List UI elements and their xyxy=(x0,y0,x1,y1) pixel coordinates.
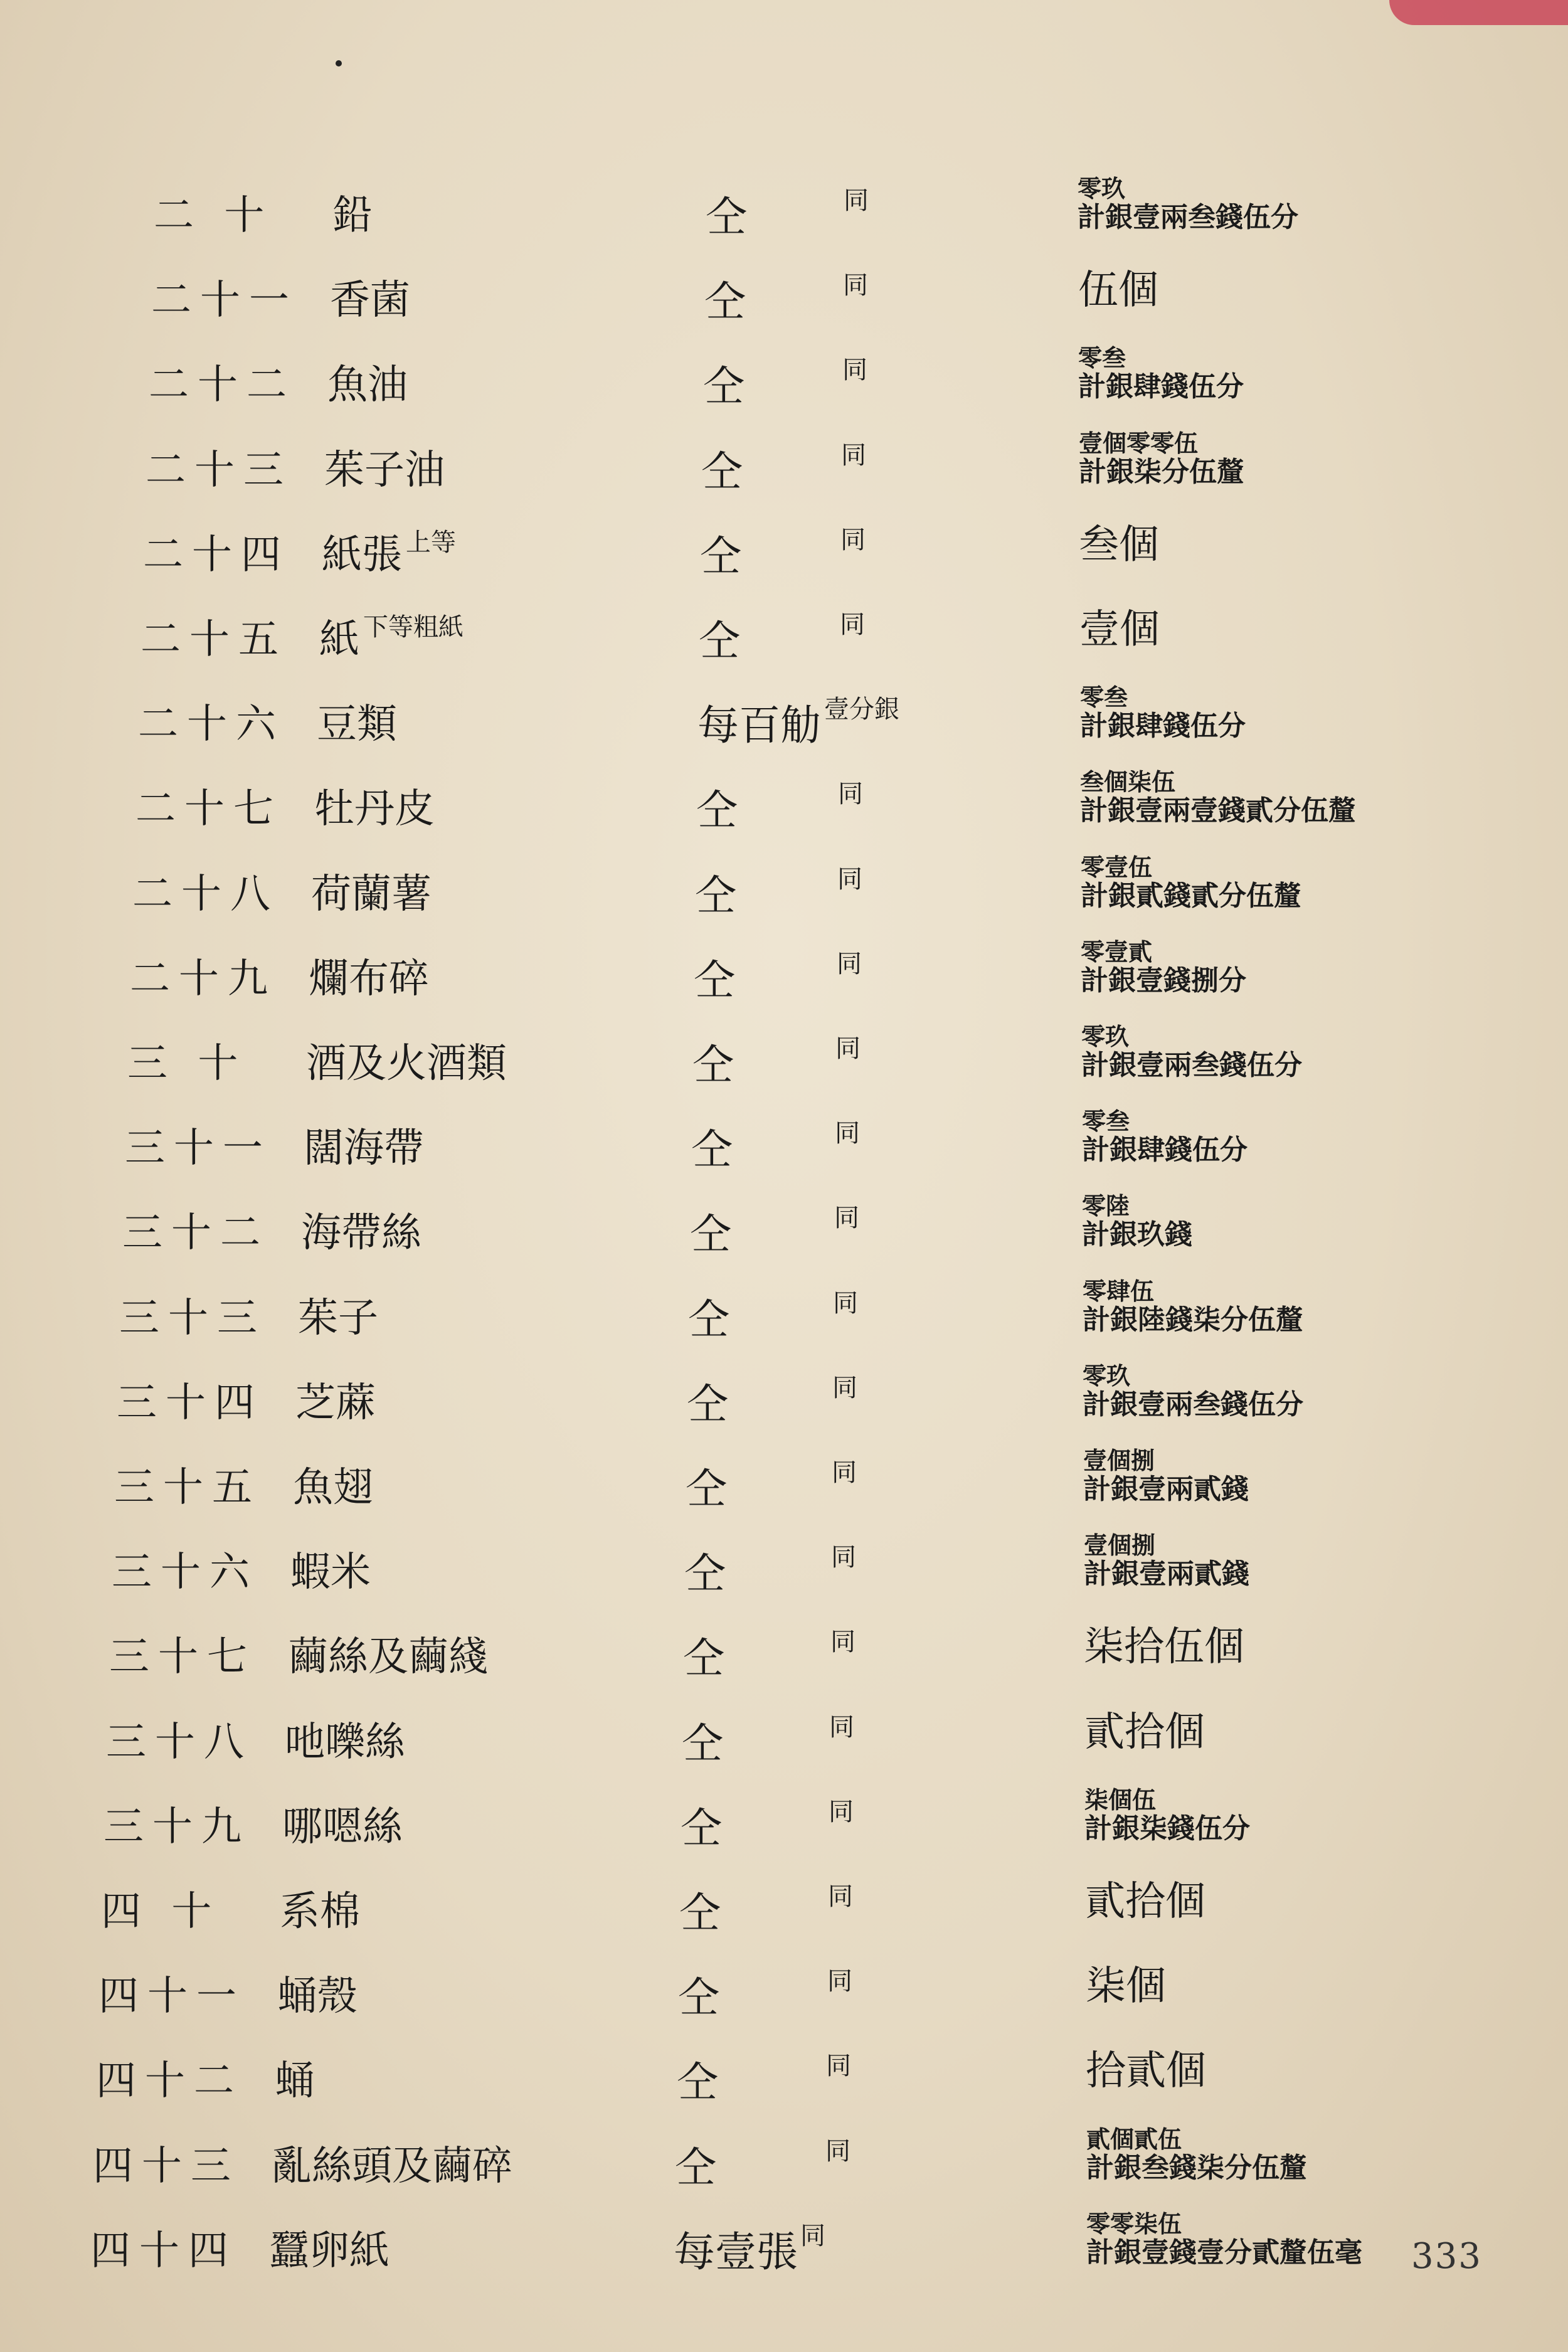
ditto-mark: 同 xyxy=(842,356,867,385)
ditto-mark: 同 xyxy=(843,271,868,300)
item-name xyxy=(319,607,464,665)
ditto-mark: 同 xyxy=(841,440,866,470)
rate-per-unit: 零零柒伍 xyxy=(1086,2209,1182,2238)
table-row xyxy=(0,345,1568,430)
unit: 仝 xyxy=(696,786,738,835)
duty-rate xyxy=(1079,515,1159,575)
unit: 仝 xyxy=(701,447,743,495)
item-name xyxy=(298,1286,378,1343)
rate-total: 計銀壹兩叁錢伍分 xyxy=(1081,1049,1302,1081)
item-name xyxy=(311,862,432,919)
item-name-text: 芝蔴 xyxy=(295,1379,376,1426)
unit: 仝 xyxy=(688,1295,729,1343)
item-name-text: 海帶絲 xyxy=(301,1210,421,1257)
rate-total: 計銀柒分伍釐 xyxy=(1079,455,1244,488)
rate-total: 計銀壹兩壹錢貳分伍釐 xyxy=(1080,795,1356,827)
table-row xyxy=(0,1532,1568,1618)
table-row xyxy=(0,854,1568,940)
table-row xyxy=(0,1872,1568,1957)
unit: 仝 xyxy=(687,1379,728,1428)
duty-rate xyxy=(1080,684,1246,742)
item-name-text: 紙 xyxy=(319,617,359,663)
item-name xyxy=(275,2048,315,2106)
ditto-mark: 同 xyxy=(838,780,863,809)
item-name-text: 闊海帶 xyxy=(304,1125,424,1172)
item-name-text: 系棉 xyxy=(280,1888,360,1935)
duty-rate xyxy=(1081,939,1246,997)
row-number: 三十四 xyxy=(117,1379,263,1426)
duty-rate xyxy=(1078,260,1158,320)
duty-rate xyxy=(1084,1617,1244,1677)
unit: 仝 xyxy=(677,2058,718,2107)
ditto-mark: 同 xyxy=(829,1712,854,1742)
rate-per-unit: 壹個捌 xyxy=(1083,1446,1155,1475)
row-number: 三十三 xyxy=(119,1295,266,1342)
rate-per-unit: 零壹貳 xyxy=(1081,937,1153,966)
ditto-mark: 同 xyxy=(830,1628,856,1657)
duty-rate xyxy=(1081,1024,1302,1081)
unit: 仝 xyxy=(681,1803,722,1852)
table-row xyxy=(0,939,1568,1024)
ditto-mark: 同 xyxy=(840,610,865,639)
row-number: 三十五 xyxy=(114,1465,261,1511)
item-name-text: 豆類 xyxy=(317,701,397,748)
rate-total: 計銀貳錢貳分伍釐 xyxy=(1081,879,1301,912)
rate-per-unit: 零叁 xyxy=(1082,1107,1130,1136)
item-note: 上等 xyxy=(406,527,456,557)
item-name xyxy=(288,1624,489,1682)
rate-per-unit: 零玖 xyxy=(1083,1361,1131,1390)
item-name xyxy=(301,1200,421,1258)
rate-per-unit: 零叁 xyxy=(1078,344,1126,373)
table-row xyxy=(0,515,1568,600)
table-row xyxy=(0,1278,1568,1364)
unit: 仝 xyxy=(694,955,735,1004)
duty-rate xyxy=(1086,2126,1307,2184)
unit: 仝 xyxy=(686,1465,727,1513)
item-name xyxy=(290,1540,371,1597)
item-name xyxy=(285,1710,405,1767)
ditto-mark: 同 xyxy=(835,1119,860,1148)
table-row xyxy=(0,1702,1568,1788)
rate-per-unit: 叁個柒伍 xyxy=(1080,768,1176,797)
table-row xyxy=(0,1363,1568,1448)
rate-per-unit: 貳個貳伍 xyxy=(1086,2124,1182,2153)
unit: 仝 xyxy=(699,617,740,665)
item-name-text: 吔嚛絲 xyxy=(285,1719,405,1766)
row-number: 二十四 xyxy=(143,531,290,578)
item-name xyxy=(327,352,408,410)
row-number: 三十二 xyxy=(122,1210,269,1257)
rate-total: 計銀陸錢柒分伍釐 xyxy=(1083,1303,1303,1336)
duty-rate xyxy=(1081,854,1301,912)
rate-per-unit: 零叁 xyxy=(1080,683,1128,712)
item-name xyxy=(280,1879,360,1937)
item-name-text: 茱子 xyxy=(298,1295,378,1342)
ditto-mark: 同 xyxy=(833,1288,858,1318)
rate-per-unit: 零肆伍 xyxy=(1083,1276,1155,1305)
unit: 仝 xyxy=(700,531,741,580)
row-number: 二 十 xyxy=(154,193,273,239)
row-number: 二十二 xyxy=(149,362,295,409)
ditto-mark: 同 xyxy=(835,1034,861,1063)
rate-per-unit: 零陸 xyxy=(1082,1192,1130,1221)
duty-rate xyxy=(1086,2041,1206,2101)
ditto-mark: 同 xyxy=(829,1797,854,1826)
item-name-text: 紙張 xyxy=(322,531,402,578)
rate-value: 貳拾個 xyxy=(1084,1708,1205,1756)
row-number: 二十一 xyxy=(151,277,298,324)
rate-total: 計銀玖錢 xyxy=(1082,1219,1192,1251)
unit: 仝 xyxy=(679,1888,721,1937)
duty-rate xyxy=(1079,430,1244,488)
unit: 仝 xyxy=(675,2143,716,2191)
rate-total: 計銀肆錢伍分 xyxy=(1080,710,1246,743)
table-row xyxy=(0,430,1568,516)
row-number: 三十一 xyxy=(125,1125,272,1172)
table-row xyxy=(0,2211,1568,2296)
unit: 仝 xyxy=(706,193,747,241)
item-name xyxy=(314,776,435,834)
item-name xyxy=(306,1031,507,1089)
item-name xyxy=(332,183,373,241)
rate-value: 柒拾伍個 xyxy=(1084,1624,1244,1671)
ditto-mark: 同 xyxy=(832,1458,857,1487)
rate-value: 壹個 xyxy=(1079,607,1160,653)
rate-per-unit: 零玖 xyxy=(1081,1022,1130,1051)
row-number: 三十八 xyxy=(106,1719,253,1766)
rate-value: 叁個 xyxy=(1079,521,1159,568)
rate-value: 拾貳個 xyxy=(1086,2048,1206,2095)
ditto-mark: 同 xyxy=(828,1882,853,1911)
rate-per-unit: 壹個捌 xyxy=(1084,1531,1156,1560)
item-name xyxy=(269,2218,389,2276)
ditto-mark: 同 xyxy=(800,2221,825,2250)
rate-total: 計銀壹兩貳錢 xyxy=(1084,1558,1249,1591)
row-number: 二十九 xyxy=(130,955,277,1002)
duty-rate xyxy=(1078,176,1298,233)
unit: 仝 xyxy=(684,1549,726,1598)
row-number: 四十二 xyxy=(96,2058,243,2105)
item-name xyxy=(293,1455,373,1513)
item-name-text: 茱子油 xyxy=(324,447,445,494)
item-name-text: 蠶卵紙 xyxy=(269,2227,389,2274)
ditto-mark: 同 xyxy=(840,525,866,554)
table-row xyxy=(0,1617,1568,1702)
item-name-text: 爛布碎 xyxy=(309,955,429,1002)
item-name-text: 牡丹皮 xyxy=(314,786,435,833)
unit: 仝 xyxy=(695,871,736,919)
rate-per-unit: 壹個零零伍 xyxy=(1079,428,1199,457)
table-row xyxy=(0,684,1568,770)
rate-total: 計銀柒錢伍分 xyxy=(1084,1812,1250,1845)
unit: 每百觔 xyxy=(697,701,822,750)
row-number: 二十五 xyxy=(140,617,287,663)
rate-per-unit: 零壹伍 xyxy=(1081,852,1153,881)
rate-total: 計銀叁錢柒分伍釐 xyxy=(1086,2151,1307,2184)
duty-rate xyxy=(1080,769,1356,827)
duty-rate xyxy=(1084,1787,1250,1845)
ditto-mark: 同 xyxy=(844,186,869,215)
row-number: 四十四 xyxy=(90,2227,237,2274)
rate-per-unit: 零玖 xyxy=(1078,174,1126,203)
item-name-text: 酒及火酒類 xyxy=(306,1041,507,1087)
rate-total: 計銀壹錢捌分 xyxy=(1081,964,1246,997)
unit: 仝 xyxy=(704,277,746,326)
duty-rate xyxy=(1079,600,1160,660)
item-name xyxy=(295,1370,376,1428)
item-name-text: 哪嗯絲 xyxy=(282,1803,403,1850)
item-name xyxy=(309,946,429,1004)
table-row xyxy=(0,1108,1568,1194)
table-row xyxy=(0,2041,1568,2126)
table-row xyxy=(0,2126,1568,2212)
ditto-mark: 同 xyxy=(837,949,862,978)
unit: 仝 xyxy=(683,1634,724,1683)
item-name xyxy=(317,692,397,750)
unit: 仝 xyxy=(678,1973,719,2022)
item-note: 下等粗紙 xyxy=(363,613,464,642)
duty-rate xyxy=(1085,1872,1205,1932)
duty-rate xyxy=(1084,1702,1205,1762)
ditto-mark: 同 xyxy=(831,1543,856,1572)
duty-rate xyxy=(1082,1108,1248,1166)
row-number: 四十三 xyxy=(93,2143,240,2190)
table-row xyxy=(0,769,1568,854)
rate-total: 計銀壹兩貳錢 xyxy=(1083,1473,1249,1505)
unit: 仝 xyxy=(690,1210,731,1259)
table-row xyxy=(0,1193,1568,1278)
duty-rate xyxy=(1084,1532,1249,1590)
item-name-text: 亂絲頭及繭碎 xyxy=(272,2143,512,2190)
item-name xyxy=(324,438,445,495)
duty-rate xyxy=(1082,1193,1192,1251)
row-number: 三十九 xyxy=(103,1803,250,1850)
rate-total: 計銀壹錢壹分貳釐伍毫 xyxy=(1086,2236,1362,2269)
ditto-mark: 壹分銀 xyxy=(824,695,899,724)
ditto-mark: 同 xyxy=(826,2052,851,2081)
table-row xyxy=(0,1956,1568,2042)
row-number: 三 十 xyxy=(127,1041,247,1087)
row-number: 三十七 xyxy=(109,1634,256,1681)
table-row xyxy=(0,176,1568,261)
unit: 仝 xyxy=(703,362,744,411)
table-row xyxy=(0,1787,1568,1872)
row-number: 四十一 xyxy=(98,1973,245,2020)
ditto-mark: 同 xyxy=(827,1967,852,1996)
rate-value: 伍個 xyxy=(1078,267,1158,314)
duty-rate xyxy=(1086,1956,1166,2016)
row-number: 四 十 xyxy=(101,1888,221,1935)
item-name-text: 魚油 xyxy=(327,362,408,409)
duty-rate xyxy=(1083,1448,1249,1505)
rate-per-unit: 柒個伍 xyxy=(1084,1785,1157,1814)
page-number: 333 xyxy=(1411,2236,1482,2277)
table-row xyxy=(0,600,1568,685)
row-number: 二十三 xyxy=(146,447,292,494)
item-name-text: 蛹殼 xyxy=(277,1973,358,2020)
unit: 仝 xyxy=(691,1125,733,1174)
item-name-text: 香菌 xyxy=(330,277,410,324)
ditto-mark: 同 xyxy=(834,1204,859,1233)
rate-value: 柒個 xyxy=(1086,1963,1166,2010)
rate-value: 貳拾個 xyxy=(1085,1878,1205,1925)
table-row xyxy=(0,260,1568,346)
duty-rate xyxy=(1086,2211,1362,2269)
table-row xyxy=(0,1448,1568,1533)
unit: 仝 xyxy=(692,1041,734,1089)
item-name xyxy=(277,1964,358,2021)
ditto-mark: 同 xyxy=(837,864,862,894)
item-name-text: 蝦米 xyxy=(290,1549,371,1596)
ditto-mark: 同 xyxy=(825,2136,850,2166)
duty-rate xyxy=(1083,1363,1303,1421)
unit: 仝 xyxy=(682,1719,723,1767)
item-name-text: 鉛 xyxy=(332,193,373,239)
rate-total: 計銀肆錢伍分 xyxy=(1082,1134,1248,1167)
row-number: 三十六 xyxy=(112,1549,258,1596)
row-number: 二十七 xyxy=(135,786,282,833)
item-name xyxy=(282,1794,403,1852)
item-name xyxy=(322,522,456,580)
rate-total: 計銀壹兩叁錢伍分 xyxy=(1083,1388,1303,1421)
rate-total: 計銀壹兩叁錢伍分 xyxy=(1078,201,1298,233)
item-name-text: 魚翅 xyxy=(293,1465,373,1511)
item-name xyxy=(272,2134,512,2191)
ditto-mark: 同 xyxy=(832,1373,857,1402)
table-row xyxy=(0,1024,1568,1109)
item-name xyxy=(304,1116,424,1173)
duty-rate xyxy=(1078,345,1244,403)
duty-rate xyxy=(1083,1278,1303,1336)
item-name-text: 蛹 xyxy=(275,2058,315,2105)
item-name xyxy=(330,268,410,326)
item-name-text: 荷蘭薯 xyxy=(311,871,432,918)
item-name-text: 繭絲及繭綫 xyxy=(288,1634,489,1681)
row-number: 二十八 xyxy=(132,871,279,918)
row-number: 二十六 xyxy=(138,701,285,748)
unit: 每壹張 xyxy=(674,2227,798,2276)
rate-total: 計銀肆錢伍分 xyxy=(1078,371,1244,403)
